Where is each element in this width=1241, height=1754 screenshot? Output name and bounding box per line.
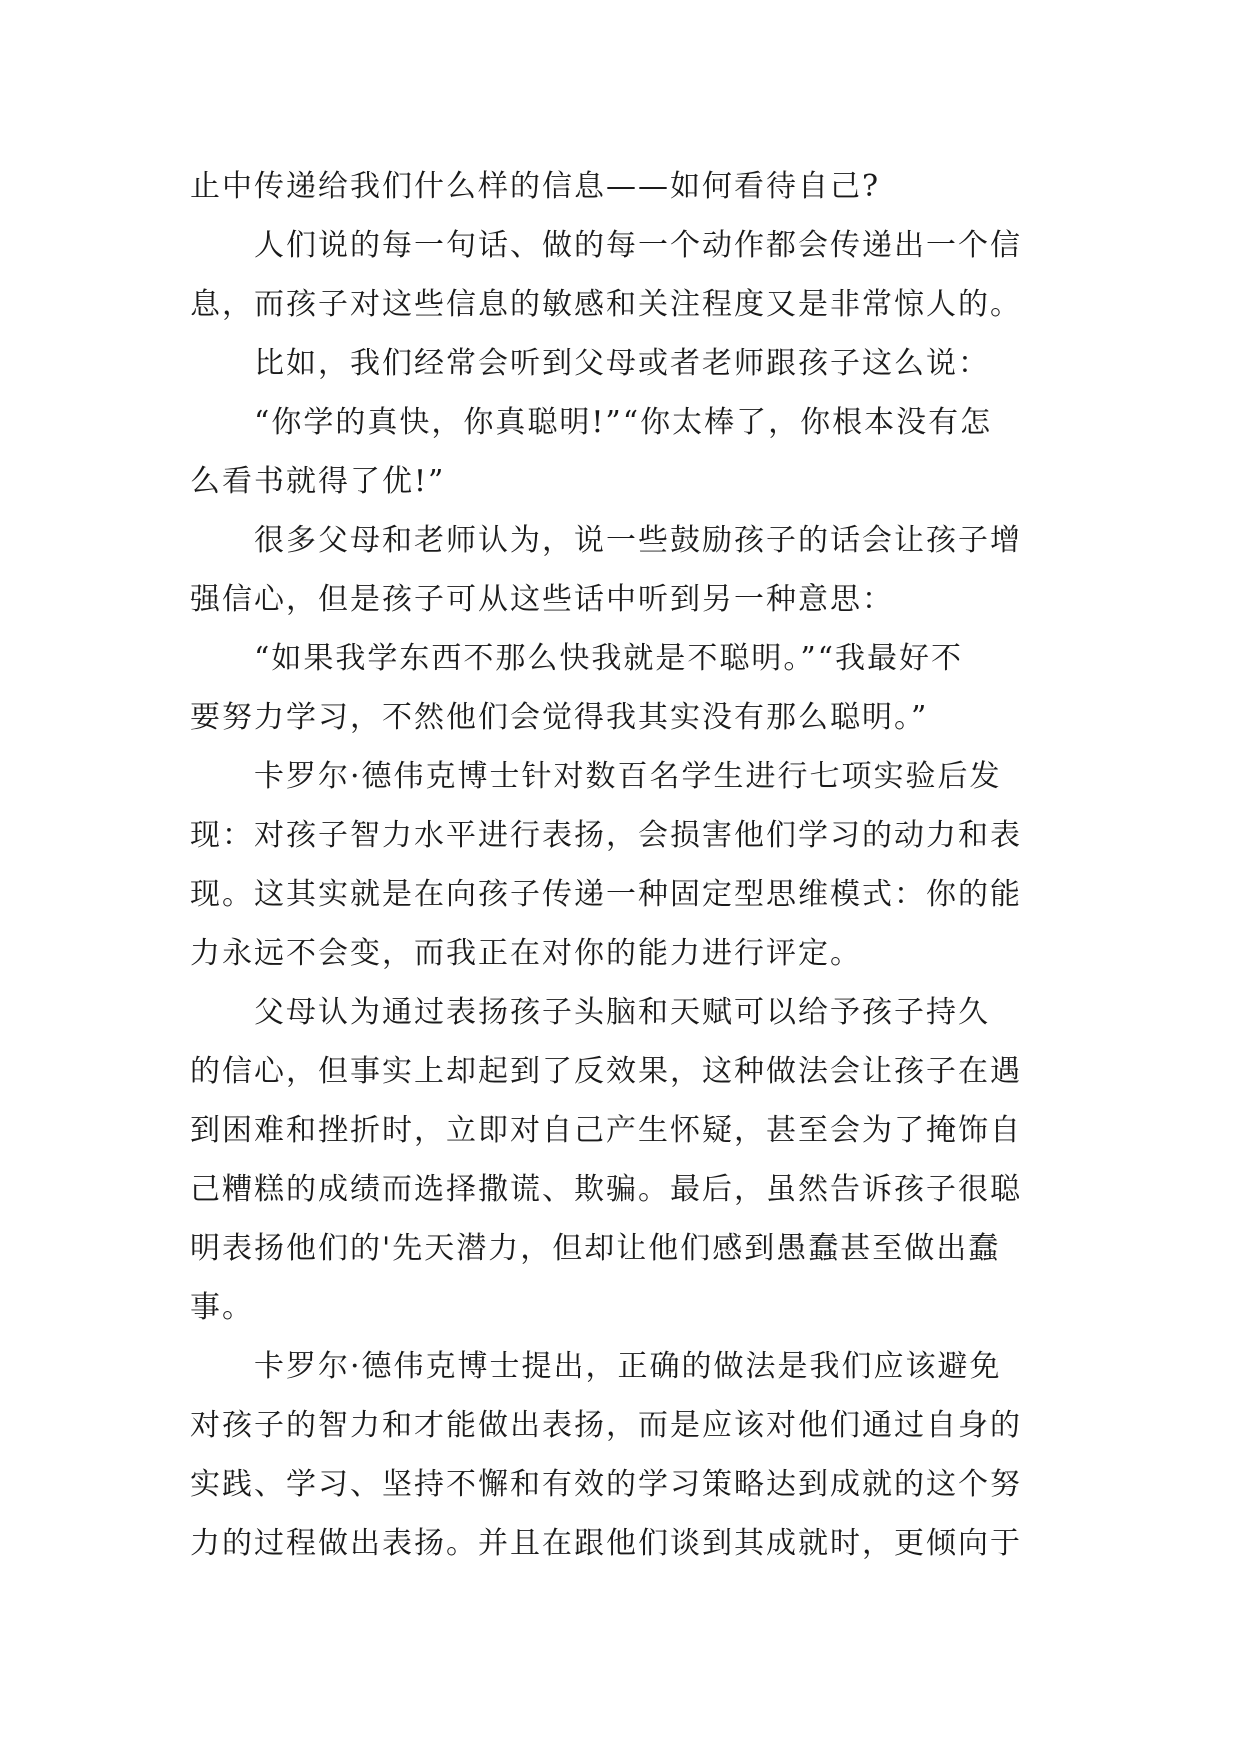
text-line: 强信心，但是孩子可从这些话中听到另一种意思： bbox=[190, 582, 894, 617]
text-line: 么看书就得了优!” bbox=[190, 464, 446, 499]
text-line: 实践、学习、坚持不懈和有效的学习策略达到成就的这个努 bbox=[190, 1467, 1022, 1502]
quote-line: “你学的真快，你真聪明!”“你太棒了，你根本没有怎 bbox=[254, 405, 993, 440]
text-line: 息，而孩子对这些信息的敏感和关注程度又是非常惊人的。 bbox=[190, 287, 1022, 322]
text-line: 止中传递给我们什么样的信息——如何看待自己? bbox=[190, 169, 881, 204]
text-line: 力永远不会变，而我正在对你的能力进行评定。 bbox=[190, 936, 862, 971]
paragraph-start-line: 父母认为通过表扬孩子头脑和天赋可以给予孩子持久 bbox=[254, 995, 990, 1030]
quote-line: “如果我学东西不那么快我就是不聪明。”“我最好不 bbox=[254, 641, 964, 676]
paragraph-start-line: 很多父母和老师认为，说一些鼓励孩子的话会让孩子增 bbox=[254, 523, 1022, 558]
text-line: 对孩子的智力和才能做出表扬，而是应该对他们通过自身的 bbox=[190, 1408, 1022, 1443]
paragraph-start-line: 卡罗尔·德伟克博士提出，正确的做法是我们应该避免 bbox=[254, 1349, 1002, 1384]
text-line: 要努力学习，不然他们会觉得我其实没有那么聪明。” bbox=[190, 700, 929, 735]
paragraph-start-line: 比如，我们经常会听到父母或者老师跟孩子这么说： bbox=[254, 346, 990, 381]
text-line: 事。 bbox=[190, 1290, 254, 1325]
text-line: 现。这其实就是在向孩子传递一种固定型思维模式：你的能 bbox=[190, 877, 1022, 912]
paragraph-start-line: 人们说的每一句话、做的每一个动作都会传递出一个信 bbox=[254, 228, 1022, 263]
text-line: 力的过程做出表扬。并且在跟他们谈到其成就时，更倾向于 bbox=[190, 1526, 1022, 1561]
text-line: 明表扬他们的'先天潜力，但却让他们感到愚蠢甚至做出蠢 bbox=[190, 1231, 1001, 1266]
text-line: 到困难和挫折时，立即对自己产生怀疑，甚至会为了掩饰自 bbox=[190, 1113, 1022, 1148]
text-line: 现：对孩子智力水平进行表扬，会损害他们学习的动力和表 bbox=[190, 818, 1022, 853]
paragraph-start-line: 卡罗尔·德伟克博士针对数百名学生进行七项实验后发 bbox=[254, 759, 1002, 794]
body-text bbox=[190, 157, 1070, 1573]
text-line: 的信心，但事实上却起到了反效果，这种做法会让孩子在遇 bbox=[190, 1054, 1022, 1089]
text-line: 己糟糕的成绩而选择撒谎、欺骗。最后，虽然告诉孩子很聪 bbox=[190, 1172, 1022, 1207]
